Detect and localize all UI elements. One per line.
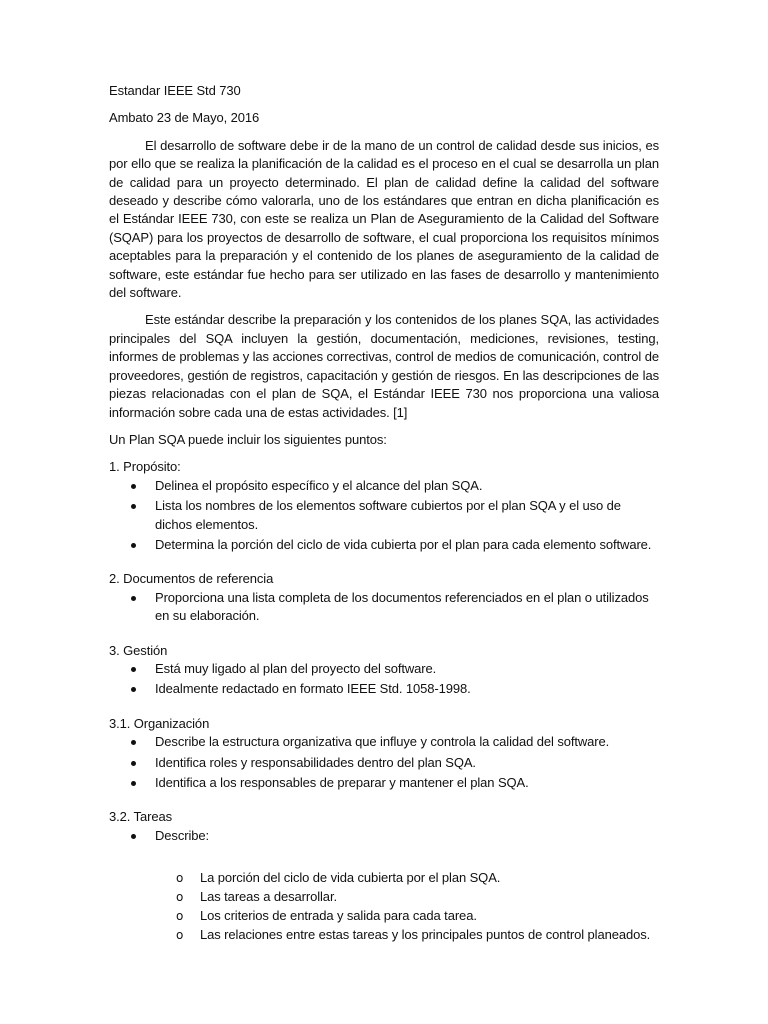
list-item: Delinea el propósito específico y el alcance del plan SQA. — [155, 477, 659, 495]
list-item: Describe la estructura organizativa que influye y controla la calidad del software. — [155, 733, 659, 751]
bullet-list — [109, 477, 659, 555]
sub-list-item: o La porción del ciclo de vida cubierta por el plan SQA. — [200, 869, 659, 887]
bullet-icon — [131, 740, 136, 745]
list-item: Determina la porción del ciclo de vida cubierta por el plan para cada elemento software. — [155, 536, 659, 554]
section-heading: 3. Gestión — [109, 642, 168, 658]
sub-list-item: o Las relaciones entre estas tareas y los principales puntos de control planeados. — [200, 926, 659, 944]
bullet-icon — [131, 484, 136, 489]
bullet-list — [109, 660, 659, 699]
bullet-icon — [131, 504, 136, 509]
bullet-icon — [131, 761, 136, 766]
bullet-icon — [131, 781, 136, 786]
bullet-icon — [131, 596, 136, 601]
document-title: Estandar IEEE Std 730 — [109, 83, 241, 98]
section-heading: 3.1. Organización — [109, 715, 210, 731]
bullet-icon — [131, 834, 136, 839]
circle-bullet-icon: o — [176, 890, 184, 905]
paragraph: El desarrollo de software debe ir de la mano de un control de calidad desde sus inicios, es por ello que se realiza la planificación de la calidad es el proceso en el cual se desarrolla un plan de calidad para un proyecto determinado. El plan de calidad define la calidad del software deseado y describe cómo valorarla, uno de los estándares que entran en dicha planificación es el Estándar IEEE 730, con este se realiza un Plan de Aseguramiento de la Calidad del Software (SQAP) para los proyectos de desarrollo de software, el cual proporciona los requisitos mínimos aceptables para la preparación y el contenido de los planes de aseguramiento de la calidad de software, este estándar fue hecho para ser utilizado en las fases de desarrollo y mantenimiento del software. — [109, 137, 659, 301]
list-item: Identifica roles y responsabilidades dentro del plan SQA. — [155, 754, 659, 772]
document-date: Ambato 23 de Mayo, 2016 — [109, 110, 260, 126]
bullet-list — [109, 733, 659, 792]
paragraph: Este estándar describe la preparación y los contenidos de los planes SQA, las actividades principales del SQA incluyen la gestión, documentación, mediciones, revisiones, testing, informes de problemas y las acciones correctivas, control de medios de comunicación, control de proveedores, gestión de registros, capacitación y gestión de riesgos. En las descripciones de las piezas relacionadas con el plan de SQA, el Estándar IEEE 730 nos proporciona una valiosa información sobre cada una de estas actividades. [1] — [109, 312, 659, 420]
bullet-icon — [131, 687, 136, 692]
circle-bullet-icon: o — [176, 871, 184, 886]
bullet-list — [109, 827, 659, 945]
circle-bullet-icon: o — [176, 909, 184, 924]
bullet-list — [109, 589, 659, 626]
list-item: Está muy ligado al plan del proyecto del software. — [155, 660, 659, 678]
list-item: Proporciona una lista completa de los documentos referenciados en el plan o utilizados en su elaboración. — [155, 589, 659, 626]
sub-list-item: o Las tareas a desarrollar. — [200, 888, 659, 906]
document-body — [109, 82, 659, 947]
section-heading: 3.2. Tareas — [109, 809, 172, 825]
list-item: Idealmente redactado en formato IEEE Std. 1058-1998. — [155, 680, 659, 698]
section-heading: 1. Propósito: — [109, 459, 181, 475]
list-item: Describe: o La porción del ciclo de vida cubierta por el plan SQA. o Las tareas a desarrollar. o Los criterios de entrada y salida para cada tarea. o Las relaciones entre estas tareas y los principales puntos de control planeados. — [155, 827, 659, 945]
list-item: Identifica a los responsables de preparar y mantener el plan SQA. — [155, 774, 659, 792]
circle-bullet-icon: o — [176, 928, 184, 943]
list-item: Lista los nombres de los elementos software cubiertos por el plan SQA y el uso de dichos elementos. — [155, 497, 659, 534]
bullet-icon — [131, 543, 136, 548]
list-intro: Un Plan SQA puede incluir los siguientes puntos: — [109, 431, 387, 447]
section-heading: 2. Documentos de referencia — [109, 571, 274, 587]
sub-list-item: o Los criterios de entrada y salida para cada tarea. — [200, 907, 659, 925]
bullet-icon — [131, 667, 136, 672]
sub-list — [155, 869, 659, 944]
